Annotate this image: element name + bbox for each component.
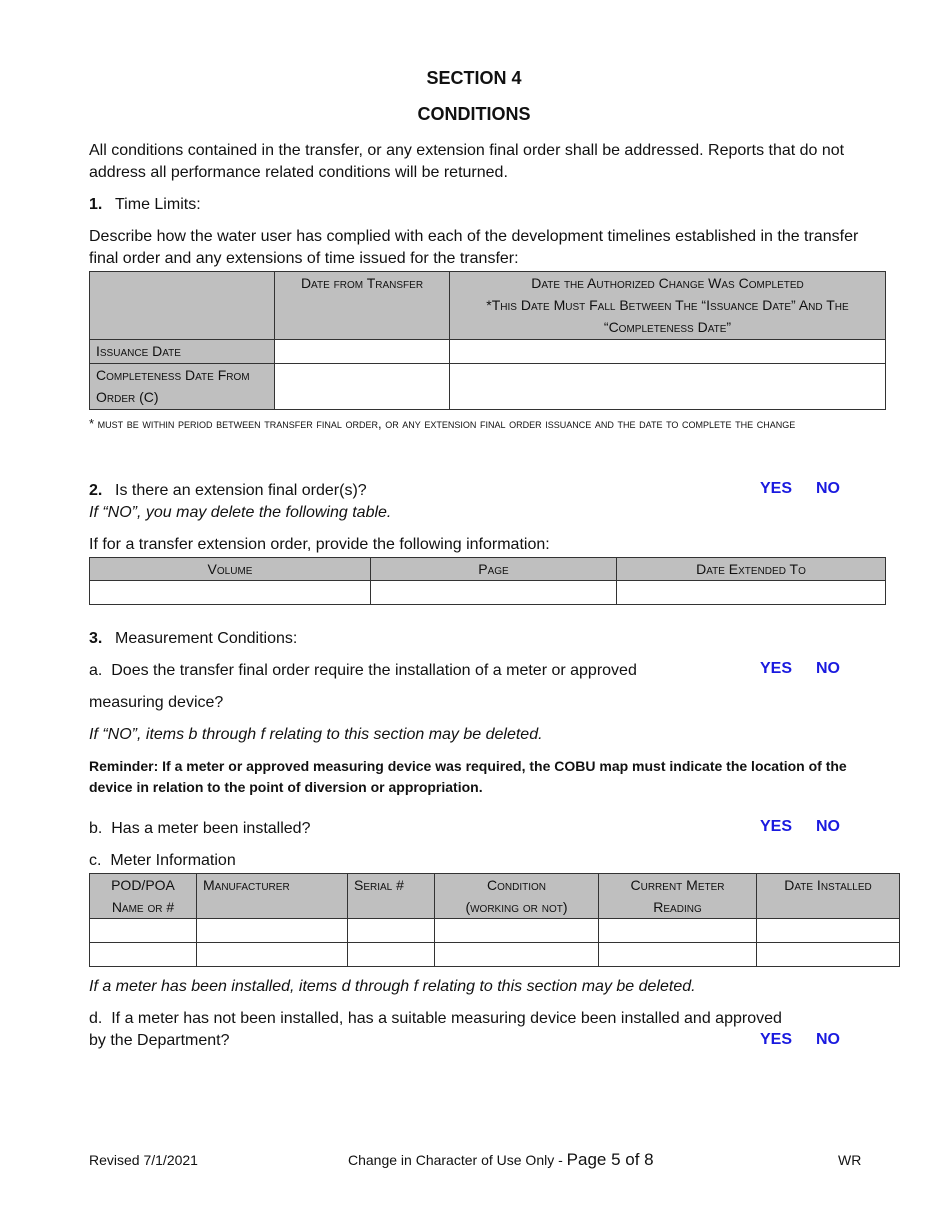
footer-revised-date: Revised 7/1/2021 (89, 1152, 198, 1168)
meter-row-1-serial-cell[interactable] (348, 919, 435, 943)
footer-center (348, 1150, 654, 1170)
issuance-date-row-label: Issuance Date (90, 340, 275, 364)
current-reading-header-line2: Reading (653, 899, 702, 915)
document-page (89, 0, 900, 1230)
footer-page-number: Page 5 of 8 (566, 1150, 654, 1169)
q3-label: Measurement Conditions: (115, 630, 298, 647)
pod-header-line2: Name or # (111, 899, 175, 915)
completeness-date-row-label: Completeness Date From Order (C) (90, 364, 275, 410)
footer-code: WR (838, 1152, 862, 1168)
manufacturer-header: Manufacturer (197, 874, 348, 919)
meter-info-table (89, 873, 900, 967)
pod-header (90, 874, 197, 919)
date-completed-header-line2: *This Date Must Fall Between The “Issuance Date” And The “Completeness Date” (486, 297, 849, 335)
q1-label: Time Limits: (115, 196, 201, 213)
q1-heading (89, 194, 864, 216)
condition-header (435, 874, 599, 919)
q2-number: 2. (89, 482, 103, 499)
q1-number: 1. (89, 196, 103, 213)
intro-paragraph: All conditions contained in the transfer, or any extension final order shall be addressed. Reports that do not address all performance related conditions will be returned. (89, 142, 845, 181)
completeness-date-completed-cell[interactable] (450, 364, 886, 410)
q3-number: 3. (89, 630, 103, 647)
condition-header-line1: Condition (487, 877, 546, 893)
meter-row-1-manufacturer-cell[interactable] (197, 919, 348, 943)
meter-row-2-reading-cell[interactable] (599, 943, 757, 967)
date-extended-header: Date Extended To (617, 558, 886, 581)
meter-row-1-date-cell[interactable] (757, 919, 900, 943)
meter-row-2-serial-cell[interactable] (348, 943, 435, 967)
q3d-no-option[interactable]: NO (816, 1031, 840, 1048)
section-title: SECTION 4 (426, 68, 522, 88)
issuance-date-from-transfer-cell[interactable] (275, 340, 450, 364)
meter-row-2-date-cell[interactable] (757, 943, 900, 967)
q3b-question: b. Has a meter been installed? (89, 820, 311, 837)
q3d-question-line2: by the Department? (89, 1032, 230, 1049)
q3a-delete-note: If “NO”, items b through f relating to this section may be deleted. (89, 726, 543, 743)
q3b-no-option[interactable]: NO (816, 818, 840, 835)
current-reading-header (599, 874, 757, 919)
q2-no-option[interactable]: NO (816, 480, 840, 497)
q3c-label: c. Meter Information (89, 852, 236, 869)
q3d-yes-option[interactable]: YES (760, 1031, 793, 1048)
q2-yes-option[interactable]: YES (760, 480, 793, 497)
q3d-question-line1: d. If a meter has not been installed, has a suitable measuring device been installed and approved (89, 1010, 782, 1027)
q3-heading (89, 628, 864, 650)
time-limits-footnote: * must be within period between transfer final order, or any extension final order issuance and the date to complete the change (89, 416, 796, 431)
extension-table (89, 557, 886, 605)
current-reading-header-line1: Current Meter (630, 877, 725, 893)
volume-cell[interactable] (90, 581, 371, 605)
q3a-no-option[interactable]: NO (816, 660, 840, 677)
q3a-yes-option[interactable]: YES (760, 660, 793, 677)
meter-row-1-reading-cell[interactable] (599, 919, 757, 943)
page-cell[interactable] (371, 581, 617, 605)
page-header: Page (371, 558, 617, 581)
condition-header-line2: (working or not) (465, 899, 568, 915)
q2-delete-note: If “NO”, you may delete the following table. (89, 504, 392, 521)
date-completed-header-line1: Date the Authorized Change Was Completed (531, 275, 804, 291)
q3a-question-line2: measuring device? (89, 694, 224, 711)
meter-row-1-pod-cell[interactable] (90, 919, 197, 943)
q2-heading (89, 480, 864, 502)
q1-description: Describe how the water user has complied with each of the development timelines established in the transfer final order and any extensions of time issued for the transfer: (89, 228, 859, 267)
issuance-date-completed-cell[interactable] (450, 340, 886, 364)
section-subtitle: CONDITIONS (417, 104, 531, 124)
meter-row-2-condition-cell[interactable] (435, 943, 599, 967)
q3c-delete-note: If a meter has been installed, items d through f relating to this section may be deleted. (89, 978, 696, 995)
serial-header: Serial # (348, 874, 435, 919)
date-from-transfer-header: Date from Transfer (275, 272, 450, 340)
volume-header: Volume (90, 558, 371, 581)
q3b-yes-option[interactable]: YES (760, 818, 793, 835)
reminder-note: Reminder: If a meter or approved measuring device was required, the COBU map must indicate the location of the device in relation to the point of diversion or appropriation. (89, 758, 847, 795)
date-completed-header (450, 272, 886, 340)
pod-header-line1: POD/POA (111, 877, 175, 893)
q2-label: Is there an extension final order(s)? (115, 482, 367, 499)
date-extended-cell[interactable] (617, 581, 886, 605)
meter-row-2-pod-cell[interactable] (90, 943, 197, 967)
time-limits-table (89, 271, 886, 410)
q3a-question-line1: a. Does the transfer final order require the installation of a meter or approved (89, 662, 637, 679)
q2-instruction: If for a transfer extension order, provide the following information: (89, 536, 550, 553)
completeness-date-from-transfer-cell[interactable] (275, 364, 450, 410)
meter-row-2-manufacturer-cell[interactable] (197, 943, 348, 967)
footer-form-name: Change in Character of Use Only - (348, 1152, 567, 1168)
time-limits-corner-cell (90, 272, 275, 340)
date-installed-header: Date Installed (757, 874, 900, 919)
meter-row-1-condition-cell[interactable] (435, 919, 599, 943)
